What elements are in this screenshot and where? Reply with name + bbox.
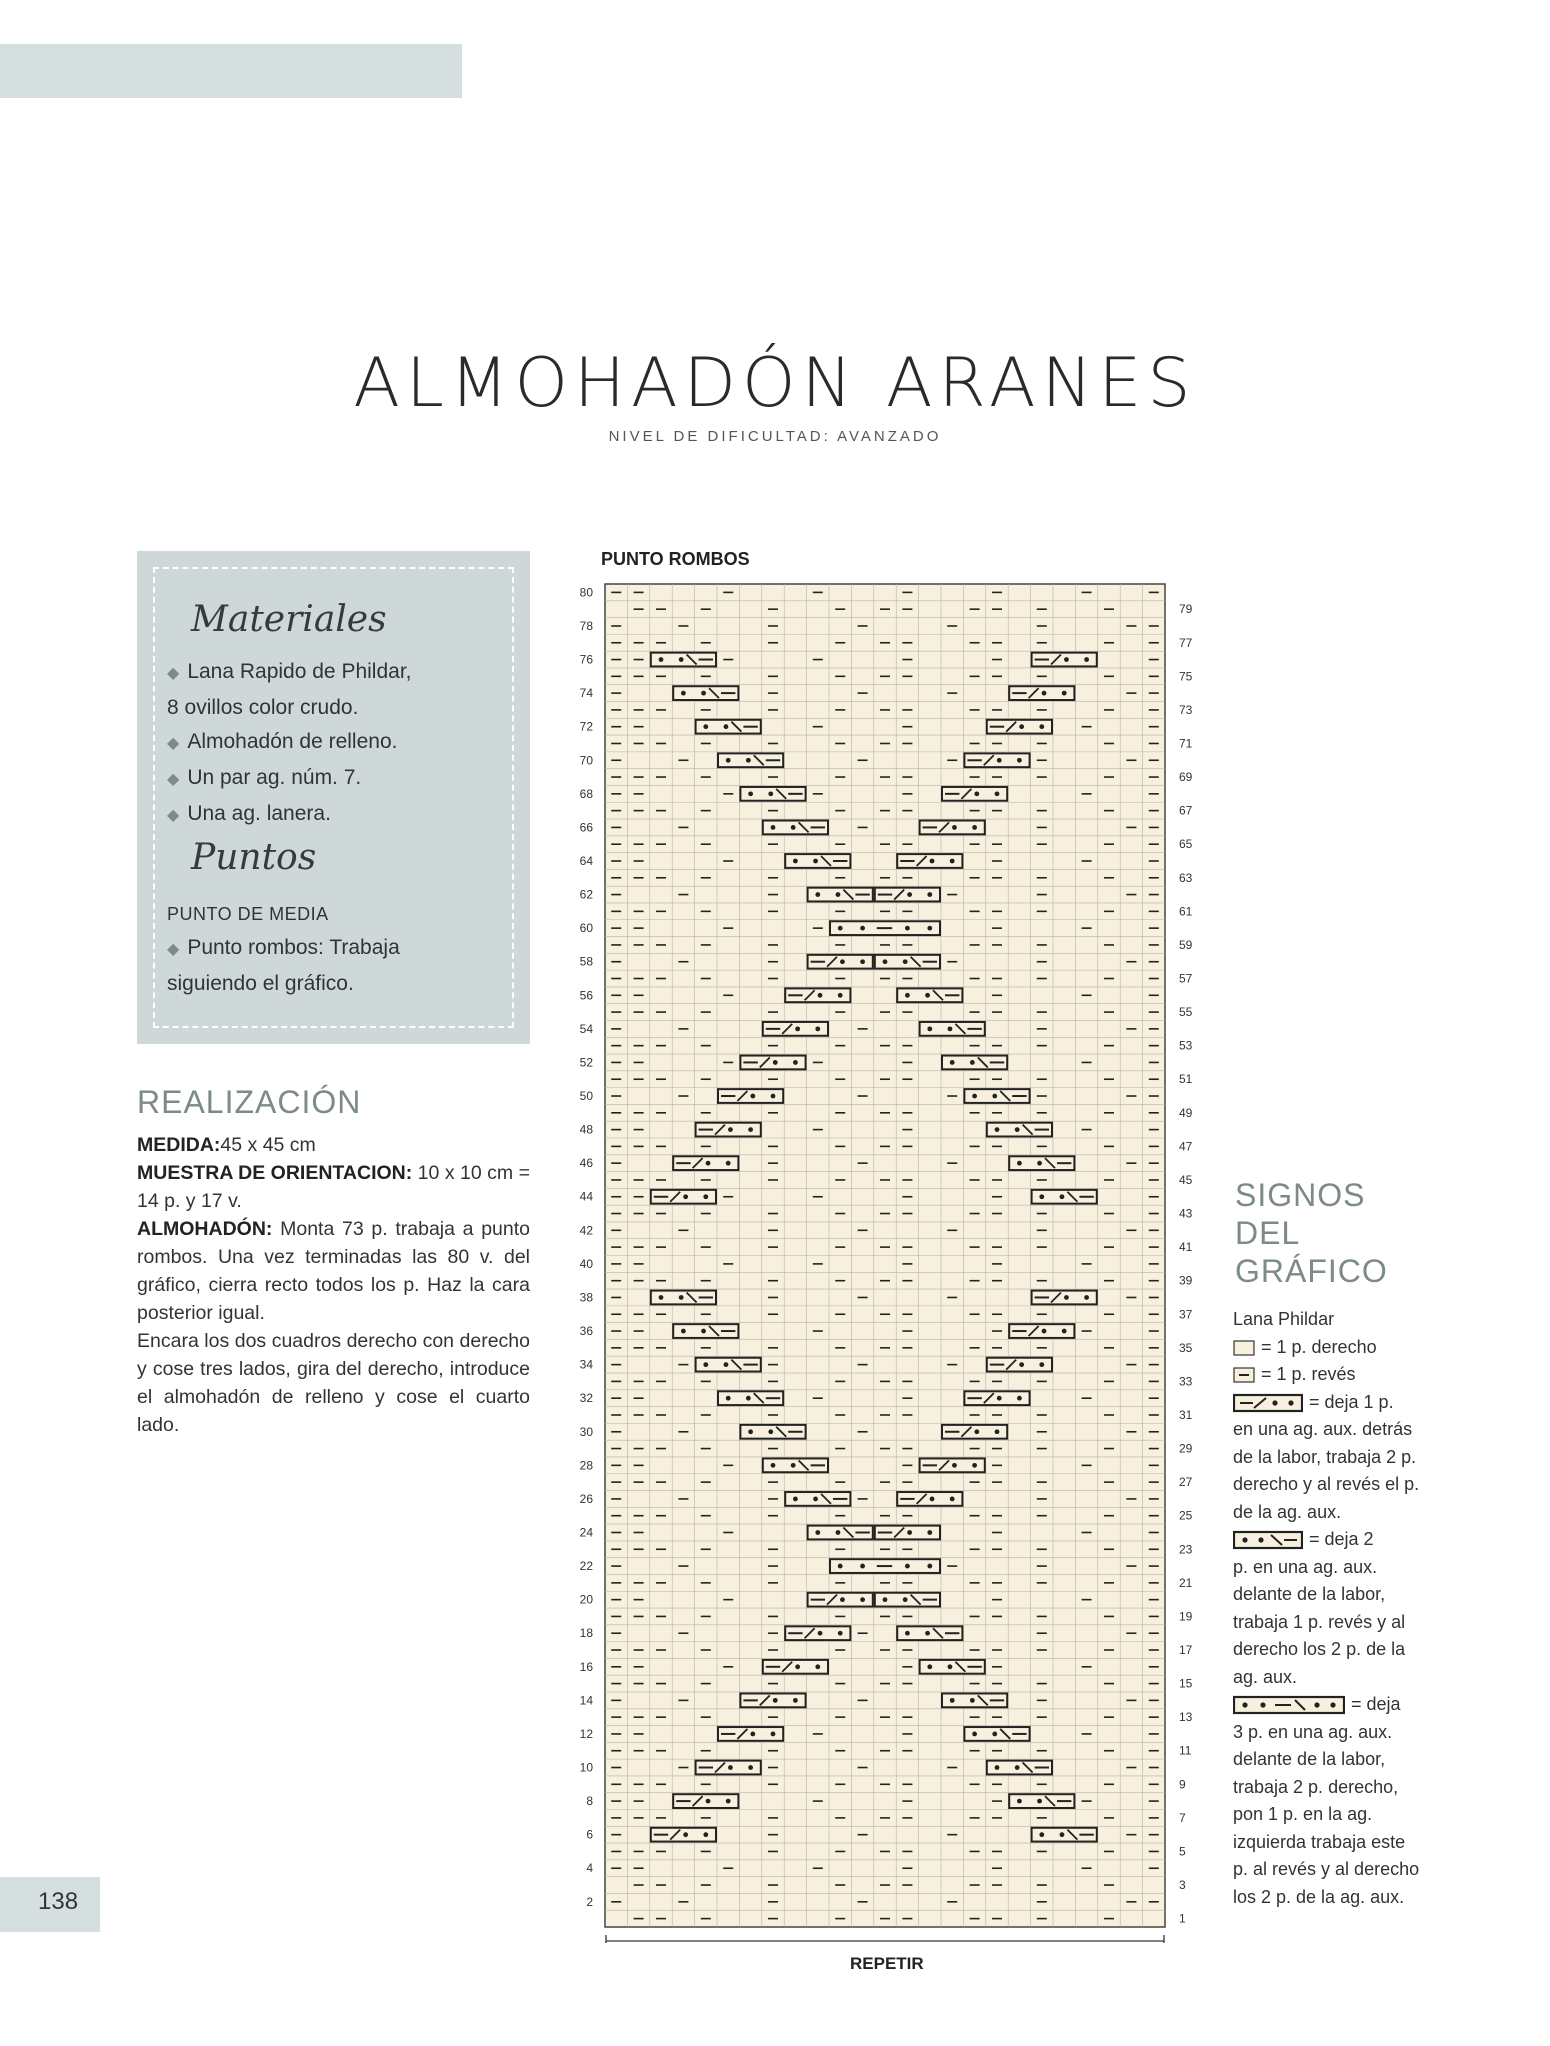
cable-dot	[791, 1463, 796, 1468]
row-number: 14	[579, 1693, 593, 1708]
cable-dot	[907, 892, 912, 897]
row-number: 52	[579, 1055, 593, 1070]
cable-dot	[728, 1127, 733, 1132]
row-number: 26	[579, 1491, 593, 1506]
cable-dot	[927, 926, 932, 931]
cable-dot	[927, 1026, 932, 1031]
cable-dot	[815, 1664, 820, 1669]
row-number: 33	[1179, 1374, 1193, 1389]
row-number: 74	[579, 686, 593, 701]
cable-dot	[838, 993, 843, 998]
cable-dot	[925, 1631, 930, 1636]
cable-dot	[701, 1329, 706, 1334]
row-number: 34	[579, 1357, 593, 1372]
cable-dot	[703, 724, 708, 729]
row-number: 61	[1179, 904, 1193, 919]
row-number: 45	[1179, 1172, 1193, 1187]
cable-dot	[930, 859, 935, 864]
diamond-bullet-icon: ◆	[167, 807, 180, 824]
cable-dot	[997, 1396, 1002, 1401]
cable-dot	[1017, 1799, 1022, 1804]
knit-stitch-symbol-icon	[1233, 1339, 1255, 1357]
row-number: 66	[579, 820, 593, 835]
cable-dot	[905, 993, 910, 998]
row-number: 68	[579, 786, 593, 801]
row-number: 49	[1179, 1105, 1193, 1120]
diamond-bullet-icon: ◆	[167, 771, 180, 788]
cable-dot	[970, 1698, 975, 1703]
row-number: 38	[579, 1290, 593, 1305]
row-number: 4	[586, 1861, 593, 1876]
row-number: 2	[586, 1894, 593, 1909]
cable-dot	[1084, 657, 1089, 662]
cable-dot	[927, 1530, 932, 1535]
diamond-bullet-icon: ◆	[167, 665, 180, 682]
cable-dot	[728, 1765, 733, 1770]
cable-dot	[952, 825, 957, 830]
row-number: 25	[1179, 1508, 1193, 1523]
row-number: 57	[1179, 971, 1193, 986]
row-number: 29	[1179, 1441, 1193, 1456]
cable-dot	[813, 859, 818, 864]
cable-dot	[771, 1094, 776, 1099]
row-number: 1	[1179, 1911, 1186, 1926]
cable-dot	[706, 1161, 711, 1166]
cable-dot	[773, 1060, 778, 1065]
cable-dot	[995, 791, 1000, 796]
row-number: 48	[579, 1122, 593, 1137]
row-number: 60	[579, 921, 593, 936]
row-number: 16	[579, 1659, 593, 1674]
row-number: 63	[1179, 870, 1193, 885]
cable-dot	[950, 1060, 955, 1065]
cable-dot	[1015, 1127, 1020, 1132]
cable-dot	[793, 1698, 798, 1703]
cable-dot	[1039, 724, 1044, 729]
cable-dot	[972, 1463, 977, 1468]
cable-dot	[795, 1026, 800, 1031]
cable-dot	[838, 1564, 843, 1569]
row-number: 58	[579, 954, 593, 969]
materiales-heading: Materiales	[191, 599, 387, 640]
cable-dot	[995, 1765, 1000, 1770]
cable-dot	[974, 791, 979, 796]
row-number: 47	[1179, 1139, 1193, 1154]
cable-front-symbol-icon	[1233, 1530, 1303, 1550]
cable-dot	[793, 1497, 798, 1502]
puntos-text: PUNTO DE MEDIA ◆ Punto rombos: Trabaja siguiendo el gráfico.	[167, 904, 400, 995]
cable-dot	[706, 1799, 711, 1804]
cable-dot	[703, 1832, 708, 1837]
cable-dot	[1062, 1329, 1067, 1334]
list-item: 8 ovillos color crudo.	[167, 696, 359, 719]
row-number: 46	[579, 1156, 593, 1171]
cable-dot	[972, 825, 977, 830]
row-number: 41	[1179, 1240, 1193, 1255]
cable-dot	[905, 1564, 910, 1569]
cable-dot	[1064, 657, 1069, 662]
row-number: 72	[579, 719, 593, 734]
cable-dot	[930, 1497, 935, 1502]
cable-dot	[681, 691, 686, 696]
cable-dot	[860, 1564, 865, 1569]
cable-dot	[950, 859, 955, 864]
realizacion-text: MEDIDA:45 x 45 cm MUESTRA DE ORIENTACION: 10 x 10 cm = 14 p. y 17 v. ALMOHADÓN: Monta 73 p. trabaja a punto rombos. Una vez terminadas las 80 v. del gráfico, cierra recto todos los p. Haz la cara posterior igual. Encara los dos cuadros derecho con derecho y cose tres lados, gira del derecho, introduce el almohadón de relleno y cose el cuarto lado.	[137, 1134, 530, 1436]
cable-dot	[701, 691, 706, 696]
cable-dot	[748, 1429, 753, 1434]
cable-dot	[815, 1026, 820, 1031]
cable-dot	[836, 1530, 841, 1535]
cable-dot	[907, 1530, 912, 1535]
row-number: 19	[1179, 1609, 1193, 1624]
diamond-bullet-icon: ◆	[167, 941, 180, 958]
row-number: 76	[579, 652, 593, 667]
cable-dot	[659, 1295, 664, 1300]
list-item: ◆ Un par ag. núm. 7.	[167, 766, 362, 789]
row-number: 23	[1179, 1542, 1193, 1557]
cable-dot	[703, 1362, 708, 1367]
cable-dot	[1015, 1765, 1020, 1770]
row-number: 64	[579, 853, 593, 868]
cable-dot	[726, 1799, 731, 1804]
cable-dot	[860, 959, 865, 964]
row-number: 8	[586, 1794, 593, 1809]
row-number: 36	[579, 1324, 593, 1339]
row-number: 73	[1179, 702, 1193, 717]
cable-dot	[771, 1463, 776, 1468]
cable-dot	[1017, 1396, 1022, 1401]
cable-dot	[726, 758, 731, 763]
cable-dot	[726, 1396, 731, 1401]
cable-dot	[992, 1732, 997, 1737]
cable-dot	[1064, 1295, 1069, 1300]
cable-dot	[927, 1564, 932, 1569]
cable-dot	[1017, 1161, 1022, 1166]
cable-dot	[992, 1094, 997, 1099]
row-number: 32	[579, 1391, 593, 1406]
row-number: 13	[1179, 1710, 1193, 1725]
row-number: 31	[1179, 1407, 1193, 1422]
row-number: 6	[586, 1827, 593, 1842]
cable-dot	[1037, 1161, 1042, 1166]
cable-dot	[1019, 1362, 1024, 1367]
repeat-label: REPETIR	[850, 1954, 924, 1973]
row-number: 11	[1179, 1743, 1192, 1758]
cable-dot	[791, 825, 796, 830]
row-number: 54	[579, 1021, 593, 1036]
row-number: 35	[1179, 1340, 1193, 1355]
signos-legend: Lana Phildar = 1 p. derecho = 1 p. revés = deja 1 p. en una ag. aux. detrás de la labor, trabaja 2 p. derecho y al revés el p. de la ag. aux. = deja 2 p. en una ag. aux. delante de la labor, trabaja 1 p. revés y al derecho los 2 p. de la ag. aux. = deja 3 p. en una ag. aux. delante de la labor, trabaja 2 p. derecho, pon 1 p. en la ag. izquierda trabaja este p. al revés y al derecho los 2 p. de la ag. aux.	[1233, 1309, 1420, 1907]
row-number: 77	[1179, 635, 1193, 650]
row-number: 51	[1179, 1072, 1193, 1087]
cable-dot	[860, 926, 865, 931]
cable-dot	[925, 993, 930, 998]
row-number: 56	[579, 988, 593, 1003]
row-number: 15	[1179, 1676, 1193, 1691]
cable-dot	[883, 959, 888, 964]
cable-dot	[974, 1429, 979, 1434]
row-number: 55	[1179, 1005, 1193, 1020]
row-number: 22	[579, 1559, 593, 1574]
cable-dot	[903, 959, 908, 964]
cable-dot	[948, 1026, 953, 1031]
cable-dot	[1037, 1799, 1042, 1804]
row-number: 50	[579, 1089, 593, 1104]
row-number: 5	[1179, 1844, 1186, 1859]
row-number: 78	[579, 618, 593, 633]
cable-dot	[970, 1060, 975, 1065]
cable-dot	[972, 1094, 977, 1099]
row-number: 42	[579, 1223, 593, 1238]
row-number: 12	[579, 1726, 593, 1741]
cable-dot	[1039, 1362, 1044, 1367]
cable-dot	[836, 892, 841, 897]
page-number: 138	[38, 1888, 79, 1915]
cable-dot	[748, 1765, 753, 1770]
row-number: 28	[579, 1458, 593, 1473]
cable-dot	[927, 1664, 932, 1669]
cable-dot	[840, 959, 845, 964]
row-number: 17	[1179, 1643, 1193, 1658]
cable-dot	[750, 1732, 755, 1737]
row-number: 24	[579, 1525, 593, 1540]
cable-dot	[1019, 724, 1024, 729]
list-item: ◆ Una ag. lanera.	[167, 802, 331, 825]
cable-dot	[883, 1597, 888, 1602]
cable-dot	[726, 1161, 731, 1166]
cable-dot	[813, 1497, 818, 1502]
cable-dot	[683, 1832, 688, 1837]
cable-dot	[1017, 758, 1022, 763]
cable-dot	[818, 1631, 823, 1636]
row-number: 30	[579, 1424, 593, 1439]
cable-dot	[773, 1698, 778, 1703]
row-number: 70	[579, 753, 593, 768]
cable-center-symbol-icon	[1233, 1695, 1345, 1715]
page-title: ALMOHADÓN ARANES	[353, 344, 1197, 423]
cable-dot	[997, 758, 1002, 763]
cable-dot	[860, 1597, 865, 1602]
row-number: 75	[1179, 669, 1193, 684]
cable-dot	[950, 1698, 955, 1703]
cable-dot	[1060, 1832, 1065, 1837]
cable-dot	[838, 1631, 843, 1636]
cable-dot	[995, 1127, 1000, 1132]
row-number: 37	[1179, 1307, 1193, 1322]
row-number: 80	[579, 585, 593, 600]
row-number: 71	[1179, 736, 1193, 751]
cable-dot	[703, 1194, 708, 1199]
cable-dot	[768, 1429, 773, 1434]
cable-dot	[1039, 1832, 1044, 1837]
row-number: 10	[579, 1760, 593, 1775]
cable-dot	[1042, 1329, 1047, 1334]
cable-dot	[793, 1060, 798, 1065]
row-number: 44	[579, 1189, 593, 1204]
list-item: ◆ Almohadón de relleno.	[167, 730, 398, 753]
cable-dot	[952, 1463, 957, 1468]
realizacion-heading: REALIZACIÓN	[137, 1084, 362, 1120]
row-number: 65	[1179, 837, 1193, 852]
row-number: 79	[1179, 602, 1193, 617]
row-number: 3	[1179, 1878, 1186, 1893]
cable-dot	[815, 1530, 820, 1535]
row-number: 40	[579, 1256, 593, 1271]
cable-dot	[679, 657, 684, 662]
cable-dot	[818, 993, 823, 998]
cable-dot	[659, 657, 664, 662]
cable-dot	[750, 1094, 755, 1099]
row-number: 27	[1179, 1475, 1193, 1490]
cable-dot	[724, 724, 729, 729]
cable-dot	[972, 1732, 977, 1737]
cable-dot	[681, 1329, 686, 1334]
row-number: 9	[1179, 1777, 1186, 1792]
puntos-heading: Puntos	[191, 837, 317, 878]
cable-dot	[905, 926, 910, 931]
row-number: 67	[1179, 803, 1193, 818]
cable-dot	[995, 1429, 1000, 1434]
purl-stitch-symbol-icon	[1233, 1366, 1255, 1384]
cable-dot	[724, 1362, 729, 1367]
cable-dot	[771, 1732, 776, 1737]
cable-dot	[793, 859, 798, 864]
cable-dot	[746, 1396, 751, 1401]
cable-dot	[1062, 691, 1067, 696]
row-number: 62	[579, 887, 593, 902]
list-item: ◆ Lana Rapido de Phildar,	[167, 660, 412, 683]
cable-dot	[948, 1664, 953, 1669]
cable-dot	[795, 1664, 800, 1669]
row-number: 59	[1179, 937, 1193, 952]
difficulty-subtitle: NIVEL DE DIFICULTAD: AVANZADO	[608, 428, 942, 445]
cable-back-symbol-icon	[1233, 1393, 1303, 1413]
cable-dot	[748, 791, 753, 796]
row-number: 7	[1179, 1810, 1186, 1825]
cable-dot	[903, 1597, 908, 1602]
row-number: 69	[1179, 770, 1193, 785]
cable-dot	[1042, 691, 1047, 696]
cable-dot	[1084, 1295, 1089, 1300]
cable-dot	[683, 1194, 688, 1199]
row-number: 21	[1179, 1575, 1193, 1590]
row-number: 39	[1179, 1273, 1193, 1288]
row-number: 53	[1179, 1038, 1193, 1053]
row-number: 18	[579, 1626, 593, 1641]
cable-dot	[679, 1295, 684, 1300]
cable-dot	[840, 1597, 845, 1602]
diamond-bullet-icon: ◆	[167, 735, 180, 752]
row-number: 20	[579, 1592, 593, 1607]
cable-dot	[1060, 1194, 1065, 1199]
cable-dot	[905, 1631, 910, 1636]
cable-dot	[768, 791, 773, 796]
cable-dot	[746, 758, 751, 763]
cable-dot	[950, 1497, 955, 1502]
row-number: 43	[1179, 1206, 1193, 1221]
cable-dot	[815, 892, 820, 897]
cable-dot	[1039, 1194, 1044, 1199]
signos-heading: SIGNOS DEL GRÁFICO	[1235, 1177, 1388, 1289]
chart-title: PUNTO ROMBOS	[601, 549, 750, 569]
cable-dot	[838, 926, 843, 931]
cable-dot	[927, 892, 932, 897]
cable-dot	[748, 1127, 753, 1132]
cable-dot	[771, 825, 776, 830]
